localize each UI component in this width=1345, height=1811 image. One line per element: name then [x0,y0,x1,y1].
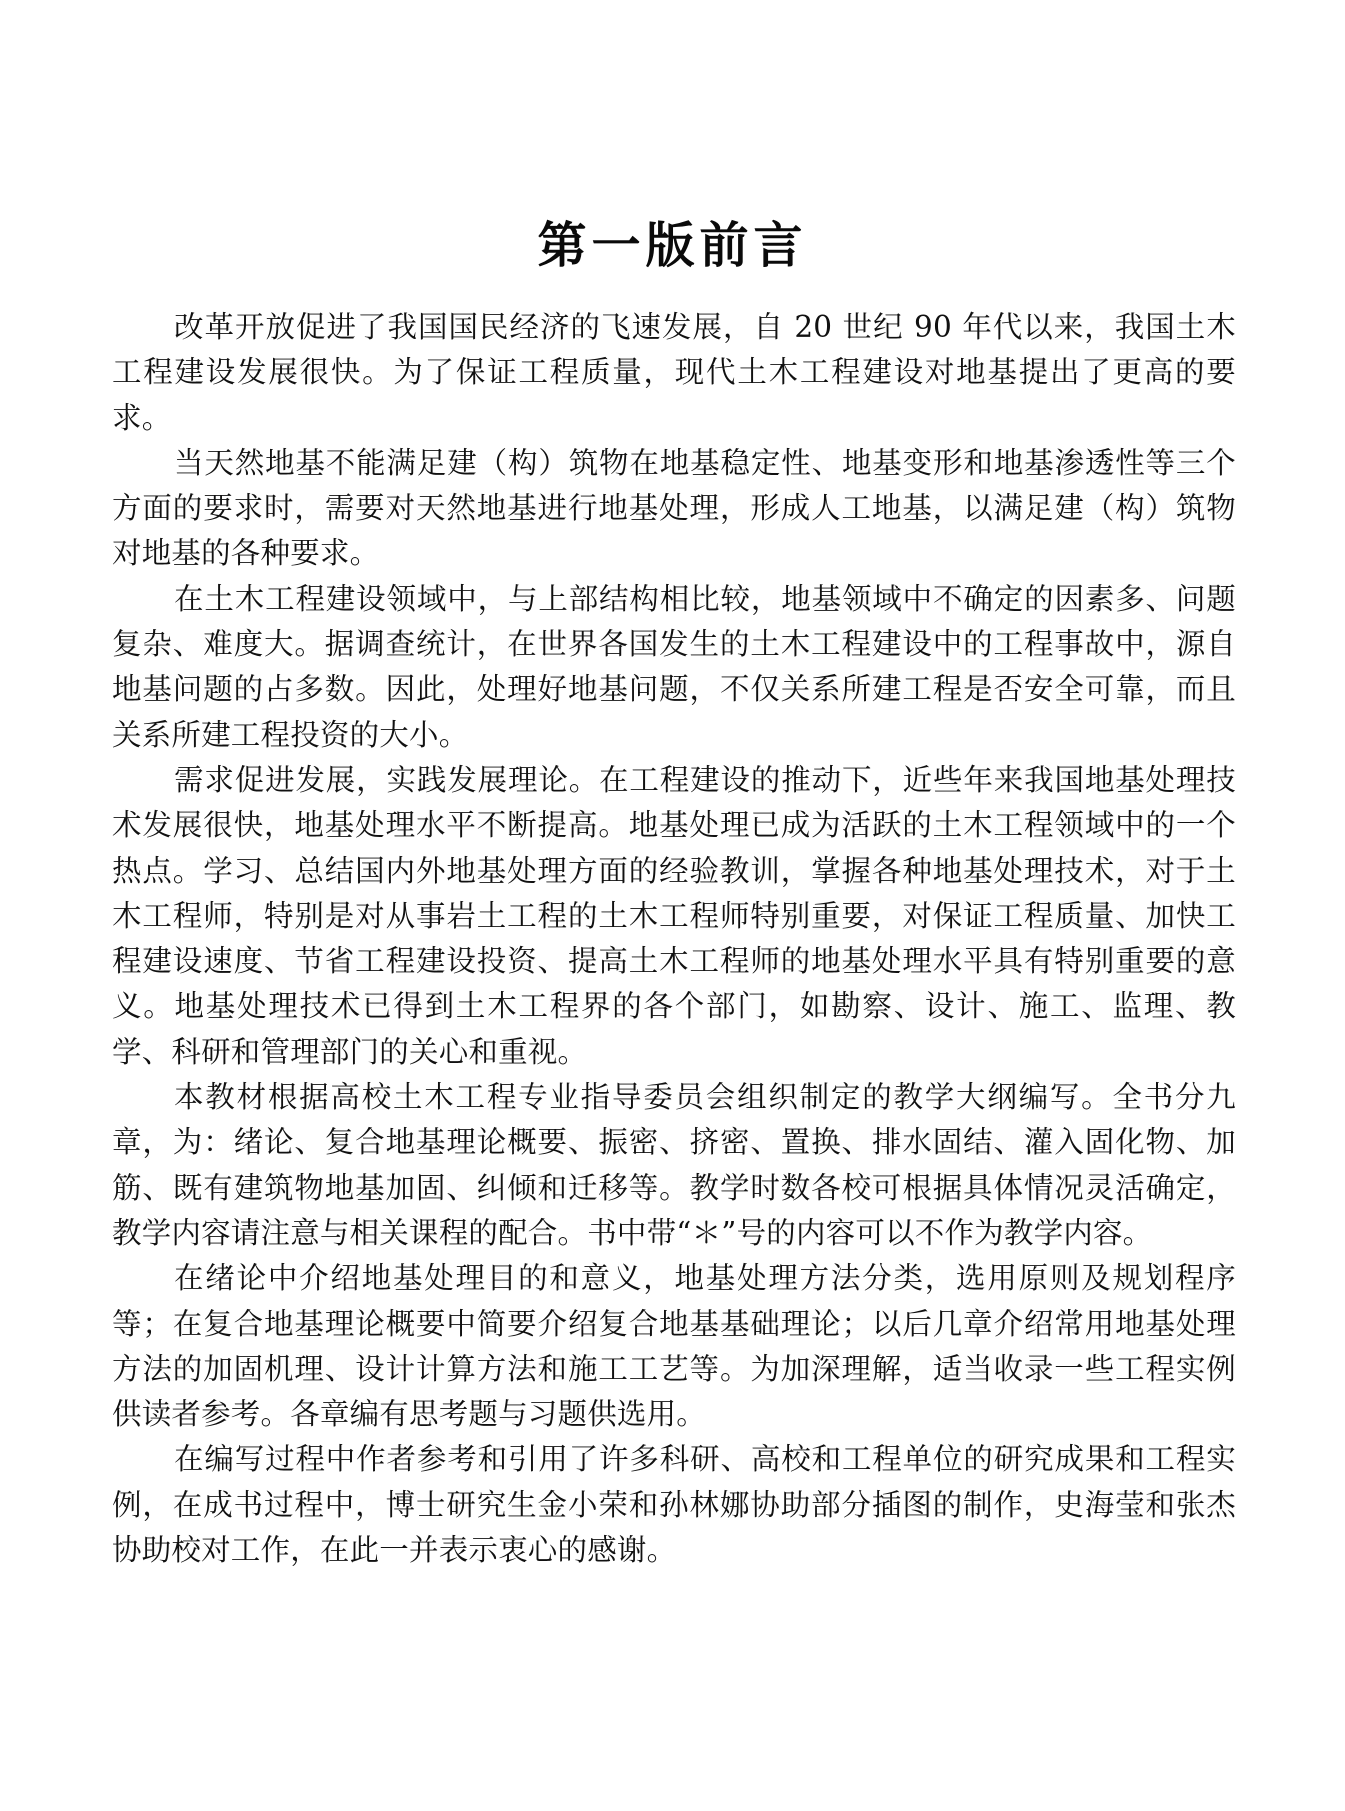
paragraph-7: 在编写过程中作者参考和引用了许多科研、高校和工程单位的研究成果和工程实例，在成书过程中，博士研究生金小荣和孙林娜协助部分插图的制作，史海莹和张杰协助校对工作，在此一并表示衷心的感谢。 [112,1442,1236,1568]
paragraph-5: 本教材根据高校土木工程专业指导委员会组织制定的教学大纲编写。全书分九章，为：绪论、复合地基理论概要、振密、挤密、置换、排水固结、灌入固化物、加筋、既有建筑物地基加固、纠倾和迁移等。教学时数各校可根据具体情况灵活确定，教学内容请注意与相关课程的配合。书中带“＊”号的内容可以不作为教学内容。 [112,1080,1236,1250]
paragraph-2: 当天然地基不能满足建（构）筑物在地基稳定性、地基变形和地基渗透性等三个方面的要求时，需要对天然地基进行地基处理，形成人工地基，以满足建（构）筑物对地基的各种要求。 [112,445,1236,571]
body-text-column [112,305,1236,1573]
paragraph-6: 在绪论中介绍地基处理目的和意义，地基处理方法分类，选用原则及规划程序等；在复合地基理论概要中简要介绍复合地基基础理论；以后几章介绍常用地基处理方法的加固机理、设计计算方法和施工工艺等。为加深理解，适当收录一些工程实例供读者参考。各章编有思考题与习题供选用。 [112,1261,1236,1432]
page-title: 第一版前言 [537,215,808,274]
paragraph-1: 改革开放促进了我国国民经济的飞速发展，自 20 世纪 90 年代以来，我国土木工程建设发展很快。为了保证工程质量，现代土木工程建设对地基提出了更高的要求。 [112,310,1236,435]
paragraph-4: 需求促进发展，实践发展理论。在工程建设的推动下，近些年来我国地基处理技术发展很快，地基处理水平不断提高。地基处理已成为活跃的土木工程领域中的一个热点。学习、总结国内外地基处理方面的经验教训，掌握各种地基处理技术，对于土木工程师，特别是对从事岩土工程的土木工程师特别重要，对保证工程质量、加快工程建设速度、节省工程建设投资、提高土木工程师的地基处理水平具有特别重要的意义。地基处理技术已得到土木工程界的各个部门，如勘察、设计、施工、监理、教学、科研和管理部门的关心和重视。 [112,762,1236,1069]
paragraph-3: 在土木工程建设领域中，与上部结构相比较，地基领域中不确定的因素多、问题复杂、难度大。据调查统计，在世界各国发生的土木工程建设中的工程事故中，源自地基问题的占多数。因此，处理好地基问题，不仅关系所建工程是否安全可靠，而且关系所建工程投资的大小。 [112,581,1236,752]
